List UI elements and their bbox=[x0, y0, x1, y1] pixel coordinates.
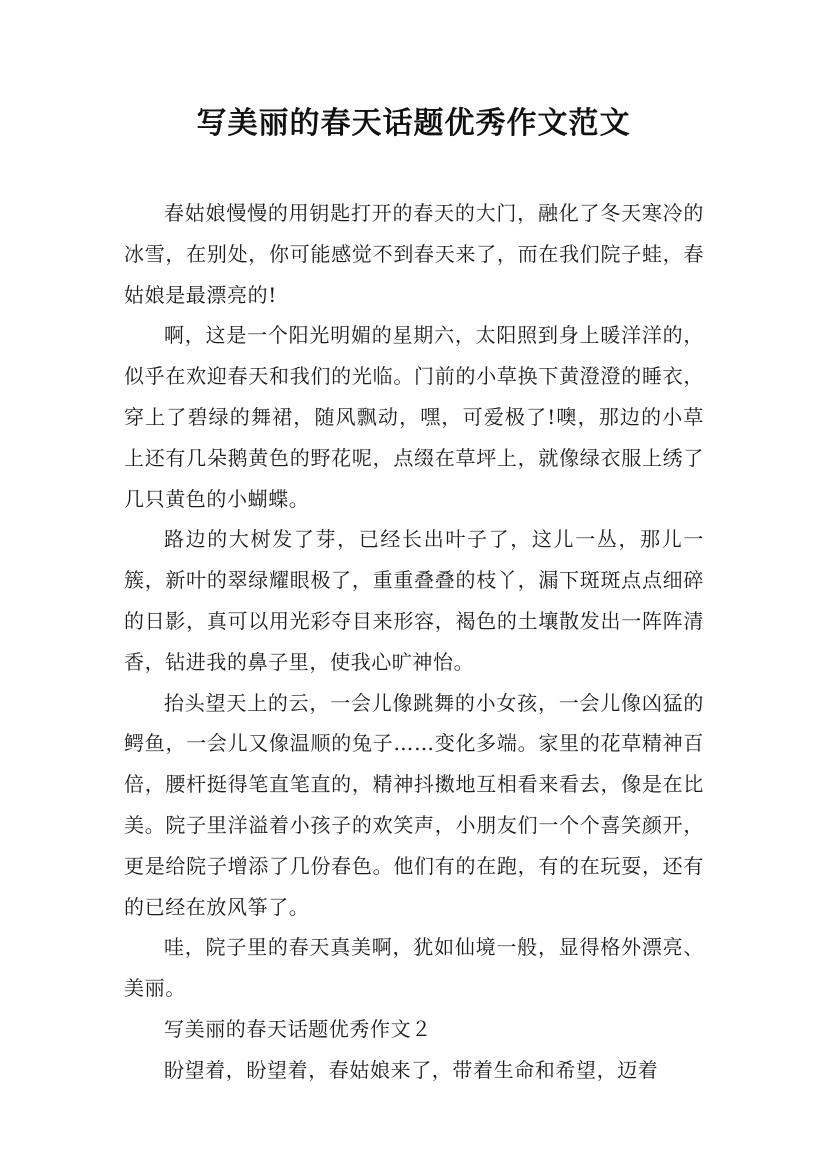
paragraph-2: 啊，这是一个阳光明媚的星期六，太阳照到身上暖洋洋的，似乎在欢迎春天和我们的光临。门前的小草换下黄澄澄的睡衣，穿上了碧绿的舞裙，随风飘动，嘿，可爱极了!噢，那边的小草上还有几朵鹅黄色的野花呢，点缀在草坪上，就像绿衣服上绣了几只黄色的小蝴蝶。 bbox=[124, 323, 704, 511]
section-heading-2: 写美丽的春天话题优秀作文２ bbox=[164, 1016, 432, 1041]
paragraph-5: 哇，院子里的春天真美啊，犹如仙境一般，显得格外漂亮、美丽。 bbox=[124, 935, 704, 1001]
paragraph-6: 盼望着，盼望着，春姑娘来了，带着生命和希望，迈着 bbox=[164, 1057, 659, 1082]
paragraph-1: 春姑娘慢慢的用钥匙打开的春天的大门，融化了冬天寒冷的冰雪，在别处，你可能感觉不到春天来了，而在我们院子蛙，春姑娘是最漂亮的! bbox=[124, 201, 704, 307]
paragraph-3: 路边的大树发了芽，已经长出叶子了，这儿一丛，那儿一簇，新叶的翠绿耀眼极了，重重叠叠的枝丫，漏下斑斑点点细碎的日影，真可以用光彩夺目来形容，褐色的土壤散发出一阵阵清香，钻进我的鼻子里，使我心旷神怡。 bbox=[124, 527, 704, 674]
page-title: 写美丽的春天话题优秀作文范文 bbox=[196, 106, 631, 141]
document-body bbox=[124, 193, 704, 1091]
paragraph-4: 抬头望天上的云，一会儿像跳舞的小女孩，一会儿像凶猛的鳄鱼，一会儿又像温顺的兔子……变化多端。家里的花草精神百倍，腰杆挺得笔直笔直的，精神抖擞地互相看来看去，像是在比美。院子里洋溢着小孩子的欢笑声，小朋友们一个个喜笑颜开，更是给院子增添了几份春色。他们有的在跑，有的在玩耍，还有的已经在放风筝了。 bbox=[124, 690, 704, 919]
